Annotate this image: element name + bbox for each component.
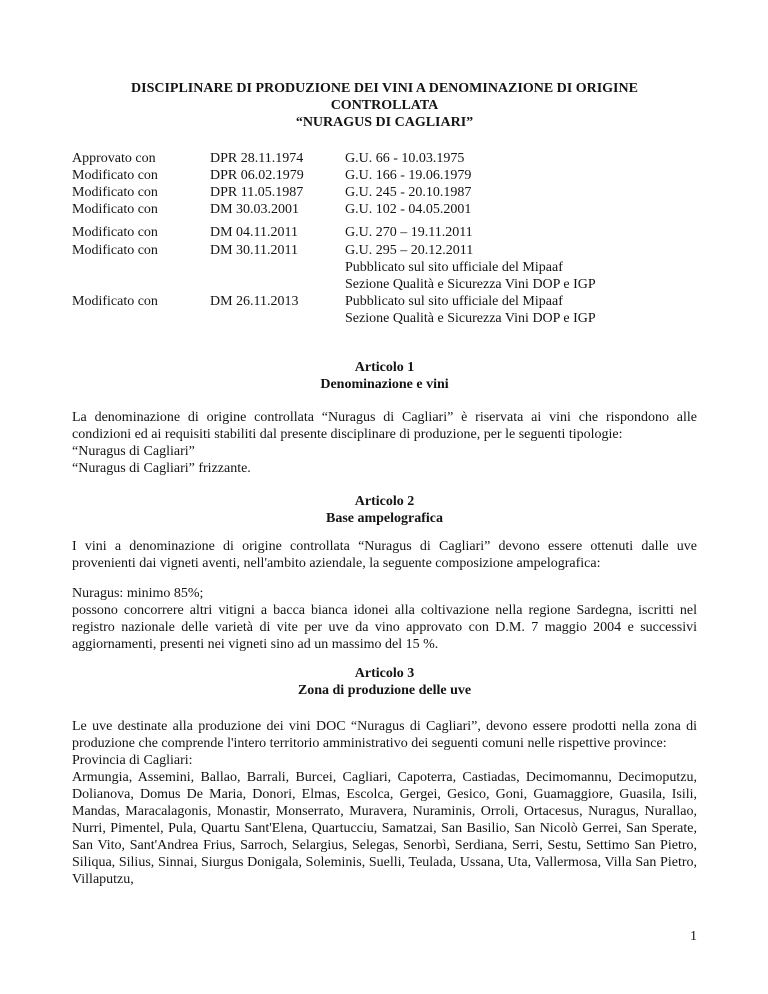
approval-ref-line: G.U. 295 – 20.12.2011 [345,243,474,258]
approval-refs [345,242,697,293]
approval-decree: DPR 06.02.1979 [210,168,304,183]
approval-row [72,242,697,293]
paragraph: Nuragus: minimo 85%; [72,586,204,601]
approval-refs [345,201,697,218]
article-subheading: Zona di produzione delle uve [297,683,472,698]
approval-action: Modificato con [72,294,158,309]
title-line: CONTROLLATA [330,98,439,113]
article-heading: Articolo 3 [354,666,415,681]
article-heading: Articolo 2 [354,494,415,509]
approval-ref-line: G.U. 66 - 10.03.1975 [345,151,465,166]
approval-ref-line: Pubblicato sul sito ufficiale del Mipaaf [345,294,563,309]
approval-row [72,184,697,201]
approval-action: Modificato con [72,168,158,183]
approval-decree: DM 30.11.2011 [210,243,299,258]
approval-refs [345,184,697,201]
article-header [72,665,697,699]
approval-row [72,150,697,167]
approval-action: Modificato con [72,225,158,240]
title-line: DISCIPLINARE DI PRODUZIONE DEI VINI A DENOMINAZIONE DI ORIGINE [131,81,638,96]
approval-ref-line: G.U. 102 - 04.05.2001 [345,202,472,217]
approval-row [72,224,697,241]
approval-refs [345,167,697,184]
approval-ref-line: G.U. 270 – 19.11.2011 [345,225,473,240]
paragraph: La denominazione di origine controllata “Nuragus di Cagliari” è riservata ai vini che rispondono alle condizioni ed ai requisiti stabiliti dal presente disciplinare di produzione, per le seguenti tipologie: [72,410,697,442]
approval-ref-line: Sezione Qualità e Sicurezza Vini DOP e IGP [345,277,596,292]
paragraph: I vini a denominazione di origine controllata “Nuragus di Cagliari” devono essere ottenuti dalle uve provenienti dai vigneti aventi, nell'ambito aziendale, la seguente composizione ampelografica: [72,539,697,571]
approval-decree: DM 26.11.2013 [210,294,299,309]
article-3 [72,665,697,888]
article-2 [72,493,697,653]
article-header [72,359,697,393]
approval-ref-line: G.U. 166 - 19.06.1979 [345,168,472,183]
approval-row [72,201,697,218]
approval-action: Modificato con [72,243,158,258]
paragraph: “Nuragus di Cagliari” [72,444,195,459]
approvals-table [72,150,697,327]
document-title [72,80,697,131]
approval-decree: DM 04.11.2011 [210,225,299,240]
paragraph: Le uve destinate alla produzione dei vini DOC “Nuragus di Cagliari”, devono essere prodotti nella zona di produzione che comprende l'intero territorio amministrativo dei seguenti comuni nelle rispettive province: [72,719,697,751]
approval-ref-line: Sezione Qualità e Sicurezza Vini DOP e IGP [345,311,596,326]
article-heading: Articolo 1 [354,360,415,375]
article-subheading: Base ampelografica [325,511,444,526]
paragraph: Provincia di Cagliari: [72,753,193,768]
approval-action: Approvato con [72,151,156,166]
approval-ref-line: Pubblicato sul sito ufficiale del Mipaaf [345,260,563,275]
approval-refs [345,150,697,167]
approval-row [72,293,697,327]
approval-decree: DPR 28.11.1974 [210,151,304,166]
paragraph: possono concorrere altri vitigni a bacca bianca idonei alla coltivazione nella regione Sardegna, iscritti nel registro nazionale delle varietà di vite per uve da vino approvato con D.M. 7 maggio 2004 e successivi aggiornamenti, presenti nei vigneti sino ad un massimo del 15 %. [72,603,697,652]
approval-ref-line: G.U. 245 - 20.10.1987 [345,185,472,200]
approval-decree: DPR 11.05.1987 [210,185,304,200]
paragraph: Armungia, Assemini, Ballao, Barrali, Burcei, Cagliari, Capoterra, Castiadas, Decimomannu, Decimoputzu, Dolianova, Domus De Maria, Donori, Elmas, Escolca, Gergei, Gesico, Goni, Guamaggiore, Guasila, Isili, Mandas, Maracalagonis, Monastir, Monserrato, Muravera, Nuraminis, Orroli, Ortacesus, Nuragus, Nurallao, Nurri, Pimentel, Pula, Quartu Sant'Elena, Quartucciu, Samatzai, San Basilio, San Nicolò Gerrei, San Sperate, San Vito, Sant'Andrea Frius, Sarroch, Selargius, Selegas, Senorbì, Serdiana, Serri, Sestu, Settimo San Pietro, Siliqua, Silius, Sinnai, Siurgus Donigala, Soleminis, Suelli, Teulada, Ussana, Uta, Vallermosa, Villa San Pietro, Villaputzu, [72,770,697,887]
article-header [72,493,697,527]
paragraph: “Nuragus di Cagliari” frizzante. [72,461,251,476]
approval-action: Modificato con [72,202,158,217]
approval-row [72,167,697,184]
approval-action: Modificato con [72,185,158,200]
title-line: “NURAGUS DI CAGLIARI” [295,115,474,130]
approval-decree: DM 30.03.2001 [210,202,300,217]
article-subheading: Denominazione e vini [320,377,449,392]
approval-refs [345,293,697,327]
approval-refs [345,224,697,241]
page-number: 1 [690,929,697,944]
article-1 [72,359,697,477]
